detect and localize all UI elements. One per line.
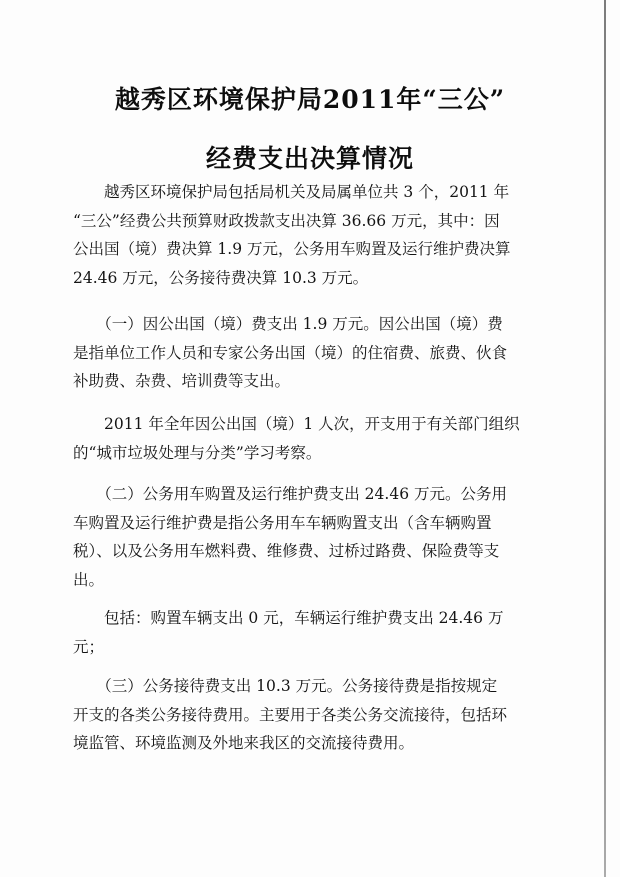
paragraph-line: 是指单位工作人员和专家公务出国（境）的住宿费、旅费、伙食	[73, 343, 508, 362]
paragraph-reception	[73, 672, 551, 758]
paragraph-line: 元；	[73, 637, 105, 656]
paragraph-line: 车购置及运行维护费是指公务用车车辆购置支出（含车辆购置	[73, 513, 492, 532]
paragraph-overseas-travel	[73, 310, 551, 396]
paragraph-line: （二）公务用车购置及运行维护费支出 24.46 万元。公务用	[73, 485, 507, 503]
paragraph-line: 24.46 万元，公务接待费决算 10.3 万元。	[73, 268, 369, 287]
paragraph-line: 税）、以及公务用车燃料费、维修费、过桥过路费、保险费等支	[73, 542, 500, 560]
paragraph-summary	[73, 178, 551, 292]
paragraph-line: 包括：购置车辆支出 0 元，车辆运行维护费支出 24.46 万	[73, 609, 504, 627]
paragraph-line: 2011 年全年因公出国（境）1 人次，开支用于有关部门组织	[73, 415, 520, 433]
paragraph-line: 补助费、杂费、培训费等支出。	[73, 372, 291, 390]
paragraph-overseas-detail	[73, 410, 551, 467]
document-title-line-2: 经费支出决算情况	[205, 144, 414, 173]
paragraph-vehicle	[73, 480, 551, 594]
paragraph-line: 的“城市垃圾处理与分类”学习考察。	[73, 443, 322, 462]
paragraph-line: 公出国（境）费决算 1.9 万元，公务用车购置及运行维护费决算	[73, 240, 511, 258]
paragraph-line: 越秀区环境保护局包括局机关及局属单位共 3 个，2011 年	[73, 183, 510, 201]
paragraph-line: 出。	[73, 570, 105, 589]
scan-edge-line	[604, 0, 606, 877]
paragraph-line: “三公”经费公共预算财政拨款支出决算 36.66 万元，其中：因	[73, 211, 500, 230]
paragraph-line: 开支的各类公务接待费用。主要用于各类公务交流接待，包括环	[73, 705, 508, 724]
paragraph-line: （三）公务接待费支出 10.3 万元。公务接待费是指按规定	[73, 677, 498, 695]
paragraph-line: 境监管、环境监测及外地来我区的交流接待费用。	[73, 734, 415, 752]
paragraph-line: （一）因公出国（境）费支出 1.9 万元。因公出国（境）费	[73, 315, 503, 333]
document-title-line-1: 越秀区环境保护局2011年“三公”	[114, 85, 506, 114]
paragraph-vehicle-detail	[73, 604, 551, 661]
